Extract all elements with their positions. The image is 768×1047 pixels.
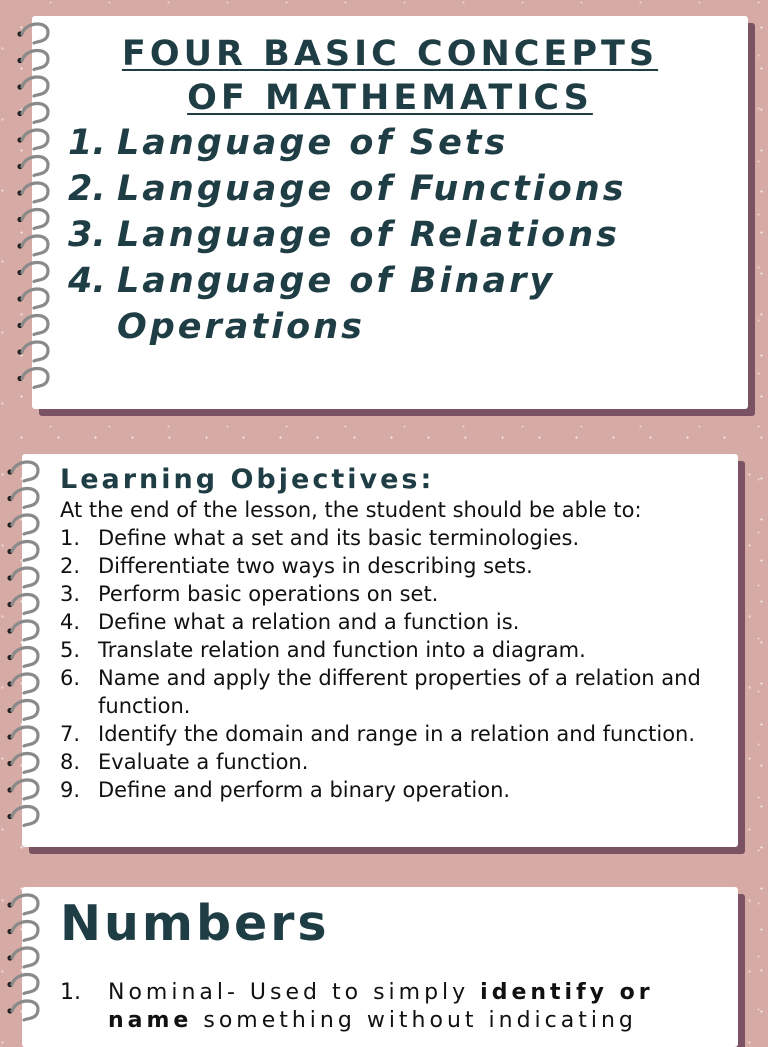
objective-number: 8. [60, 750, 81, 774]
objective-number: 1. [60, 526, 81, 550]
objective-text: Define what a relation and a function is. [98, 610, 520, 634]
concept-item [68, 166, 728, 212]
objective-item [60, 776, 724, 804]
objective-number: 7. [60, 722, 81, 746]
objective-number: 9. [60, 778, 81, 802]
objective-item [60, 552, 724, 580]
concept-number: 4. [68, 261, 106, 301]
concept-text: Language of Functions [117, 169, 627, 209]
concept-number: 1. [68, 123, 106, 163]
title-line-1: FOUR BASIC CONCEPTS [121, 34, 659, 74]
objective-item [60, 636, 724, 664]
concepts-list [68, 120, 728, 350]
objectives-intro: At the end of the lesson, the student should be able to: [60, 498, 642, 522]
objective-item [60, 748, 724, 776]
objective-item [60, 608, 724, 636]
spiral-binding-icon [4, 887, 46, 1047]
objective-number: 5. [60, 638, 81, 662]
objective-number: 4. [60, 610, 81, 634]
objectives-list [60, 524, 724, 804]
concept-item [68, 120, 728, 166]
objective-number: 2. [60, 554, 81, 578]
concept-number: 3. [68, 215, 106, 255]
objective-number: 3. [60, 582, 81, 606]
objectives-card [22, 454, 738, 847]
numbers-item [60, 979, 724, 1035]
title-line-2: OF MATHEMATICS [187, 78, 593, 118]
numbers-item-text-start: Nominal- Used to simply [108, 980, 481, 1005]
objective-text: Perform basic operations on set. [98, 582, 439, 606]
concept-text: Language of Binary Operations [117, 261, 556, 347]
numbers-item-text-end: something without indicating [192, 1008, 637, 1033]
objective-item [60, 524, 724, 552]
concepts-card [32, 16, 748, 409]
numbers-item-emphasis: identify or name [108, 980, 654, 1033]
numbers-item-text [108, 979, 724, 1035]
objective-text: Name and apply the different properties of a relation and function. [98, 666, 701, 718]
concept-text: Language of Relations [117, 215, 620, 255]
objective-text: Define and perform a binary operation. [98, 778, 511, 802]
objective-text: Identify the domain and range in a relation and function. [98, 722, 696, 746]
numbers-item-number: 1. [60, 980, 81, 1005]
numbers-list [60, 979, 724, 1035]
numbers-card [22, 887, 738, 1047]
objective-item [60, 580, 724, 608]
concept-item [68, 212, 728, 258]
numbers-heading: Numbers [60, 895, 330, 952]
objective-item [60, 664, 724, 720]
page-title [32, 32, 748, 120]
objective-item [60, 720, 724, 748]
concept-number: 2. [68, 169, 106, 209]
objectives-heading: Learning Objectives: [60, 464, 435, 495]
objective-number: 6. [60, 666, 81, 690]
concept-text: Language of Sets [117, 123, 509, 163]
objective-text: Evaluate a function. [98, 750, 309, 774]
objective-text: Differentiate two ways in describing sets. [98, 554, 533, 578]
objective-text: Define what a set and its basic terminologies. [98, 526, 580, 550]
spiral-binding-icon [4, 454, 46, 847]
objective-text: Translate relation and function into a diagram. [98, 638, 586, 662]
concept-item [68, 258, 728, 350]
